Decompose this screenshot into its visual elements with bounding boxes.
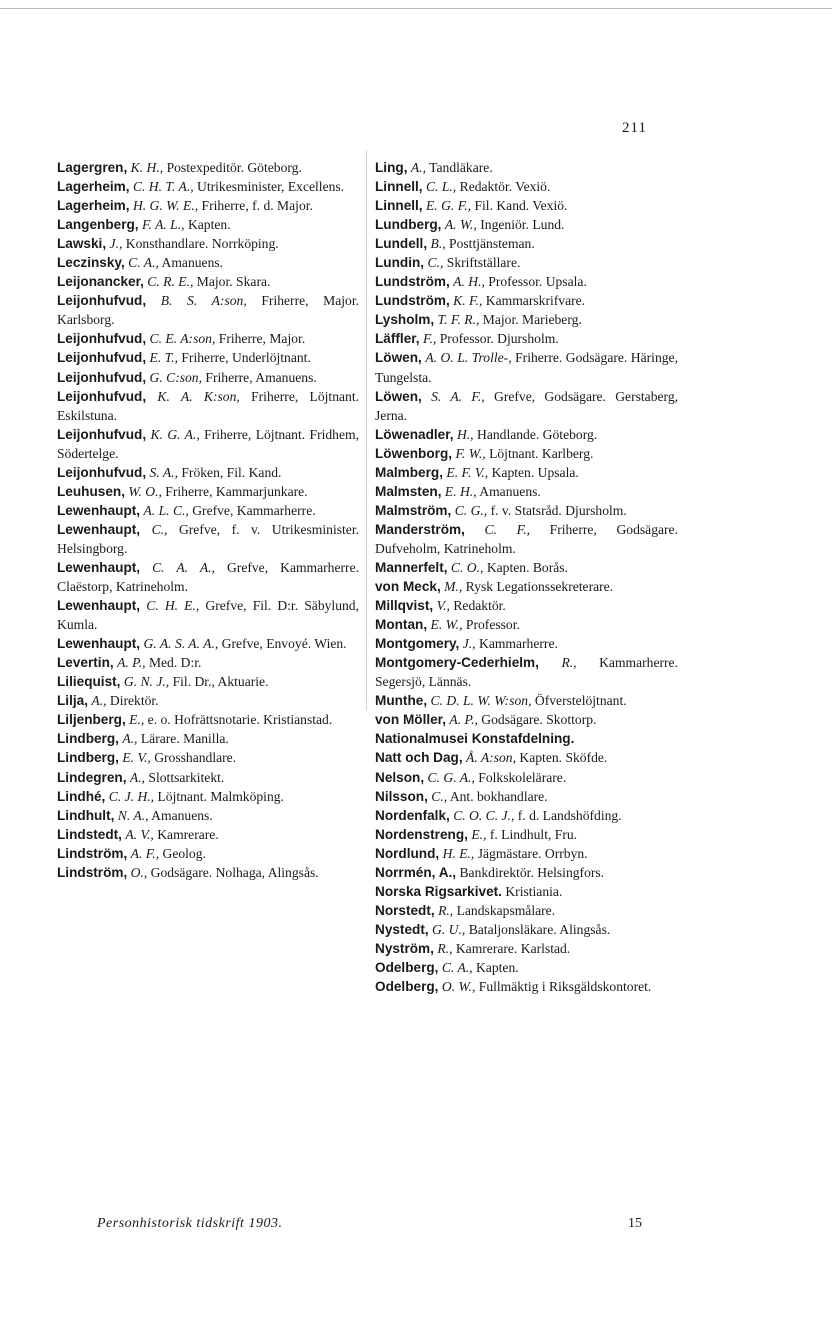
entry-name: Lindhult, — [57, 807, 115, 823]
register-entry — [57, 291, 359, 329]
entry-initials: A. V., — [125, 826, 154, 842]
register-entry — [57, 710, 359, 729]
register-entry — [375, 425, 678, 444]
register-entry — [375, 615, 678, 634]
entry-description: Direktör. — [109, 693, 159, 709]
entry-name: Lagerheim, — [57, 198, 130, 214]
entry-initials: V., — [436, 598, 450, 614]
entry-initials: C. H. E., — [146, 598, 200, 614]
entry-name: Nyström, — [375, 940, 434, 956]
register-entry — [57, 253, 359, 272]
entry-name: Löwenborg, — [375, 445, 453, 461]
entry-name: Nystedt, — [375, 921, 429, 937]
entry-initials: J., — [109, 236, 123, 252]
entry-description: Landskapsmålare. — [456, 902, 556, 918]
entry-initials: J., — [462, 636, 476, 652]
entry-description: Amanuens. — [161, 255, 224, 271]
entry-initials: C. E. A:son, — [149, 331, 216, 347]
register-entry — [57, 348, 359, 367]
entry-initials: E. G. F., — [425, 198, 472, 214]
entry-description: Kammarherre. Segersjö, Lännäs. — [375, 655, 678, 690]
entry-name: Leijonhufvud, — [57, 388, 147, 404]
register-entry — [375, 710, 678, 729]
entry-initials: S. A., — [149, 464, 178, 480]
entry-description: Redaktör. — [453, 598, 506, 614]
entry-description: Geolog. — [162, 845, 206, 861]
entry-name: Ling, — [375, 160, 408, 175]
register-entry — [375, 558, 678, 577]
register-entry — [375, 272, 678, 291]
entry-description: Godsägare. Nolhaga, Alingsås. — [150, 864, 319, 880]
register-entry — [375, 787, 678, 806]
entry-name: Leijonhufvud, — [57, 350, 147, 366]
register-entry — [57, 425, 359, 463]
register-entry — [375, 825, 678, 844]
entry-description: Öfverstelöjtnant. — [534, 693, 627, 709]
entry-name: Millqvist, — [375, 598, 434, 614]
entry-description: Fil. Kand. Vexiö. — [474, 198, 568, 214]
register-entry — [375, 920, 678, 939]
entry-name: Leijonancker, — [57, 274, 144, 290]
entry-name: Linnell, — [375, 179, 423, 195]
register-entry — [375, 291, 678, 310]
entry-initials: K. A. K:son, — [157, 388, 240, 404]
register-entry — [375, 177, 678, 196]
entry-description: Fil. Dr., Aktuarie. — [172, 674, 269, 690]
left-column — [57, 158, 359, 882]
entry-initials: C. J. H., — [108, 788, 155, 804]
entry-initials: C. A., — [441, 959, 473, 975]
entry-description: Grefve, Envoyé. Wien. — [221, 636, 347, 652]
register-entry — [375, 901, 678, 920]
entry-initials: C. A. A., — [152, 559, 215, 575]
entry-initials: E. F. V., — [446, 464, 489, 480]
register-entry — [57, 177, 359, 196]
entry-name: von Möller, — [375, 712, 447, 728]
entry-initials: F. W., — [455, 445, 486, 461]
register-entry — [375, 158, 678, 177]
register-entry — [375, 577, 678, 596]
entry-name: Lindström, — [57, 845, 128, 861]
register-entry — [375, 215, 678, 234]
register-entry — [375, 348, 678, 386]
register-entry — [375, 939, 678, 958]
entry-description: Kammarherre. — [479, 636, 558, 652]
entry-name: Levertin, — [57, 655, 114, 671]
entry-description: Friherre, Löjtnant. Fridhem, Södertelge. — [57, 426, 359, 461]
entry-description: Kammarskrifvare. — [485, 293, 586, 309]
entry-description: Tandläkare. — [429, 160, 493, 175]
entry-description: Professor. — [465, 617, 520, 633]
entry-description: Ant. bokhandlare. — [449, 788, 548, 804]
entry-initials: Å. A:son, — [466, 750, 516, 766]
entry-name: Lilja, — [57, 693, 88, 709]
register-entry — [57, 634, 359, 653]
entry-initials: H. G. W. E., — [132, 198, 199, 214]
entry-initials: A., — [122, 731, 138, 747]
entry-name: Lundström, — [375, 293, 450, 309]
entry-description: Folkskolelärare. — [478, 769, 567, 785]
register-entry — [375, 863, 678, 882]
entry-name: Nilsson, — [375, 788, 428, 804]
entry-description: Kapten. Upsala. — [491, 464, 579, 480]
register-entry — [375, 977, 678, 996]
register-entry — [375, 844, 678, 863]
entry-initials: C. G. A., — [427, 769, 475, 785]
entry-name: Montan, — [375, 617, 428, 633]
entry-description: Redaktör. Vexiö. — [459, 179, 551, 195]
register-entry — [375, 463, 678, 482]
entry-name: Löwen, — [375, 388, 422, 404]
entry-name: Malmsten, — [375, 483, 442, 499]
right-column — [375, 158, 678, 996]
register-entry — [375, 253, 678, 272]
entry-initials: W. O., — [128, 483, 162, 499]
entry-name: Malmberg, — [375, 464, 443, 480]
entry-description: Major. Marieberg. — [482, 312, 582, 328]
entry-initials: G. N. J., — [123, 674, 170, 690]
entry-initials: A., — [410, 160, 426, 175]
entry-initials: C. F., — [484, 521, 530, 537]
entry-initials: E. V., — [122, 750, 151, 766]
entry-description: Amanuens. — [479, 483, 541, 499]
entry-name: Lewenhaupt, — [57, 636, 141, 652]
register-entry — [375, 958, 678, 977]
entry-initials: C. H. T. A., — [132, 179, 194, 195]
register-entry — [57, 844, 359, 863]
entry-name: Lundström, — [375, 274, 450, 290]
entry-initials: A. L. C., — [143, 502, 189, 518]
entry-description: Professor. Djursholm. — [439, 331, 559, 347]
entry-description: Postexpeditör. Göteborg. — [166, 160, 302, 175]
entry-name: Nordenstreng, — [375, 826, 468, 842]
entry-name: Löwen, — [375, 350, 422, 366]
entry-initials: N. A., — [117, 807, 149, 823]
entry-description: Friherre, f. d. Major. — [201, 198, 313, 214]
entry-initials: A., — [91, 693, 107, 709]
entry-name: Nordenfalk, — [375, 807, 450, 823]
page-number: 211 — [622, 120, 647, 136]
entry-description: e. o. Hofrättsnotarie. Kristianstad. — [147, 712, 333, 728]
entry-initials: O. W., — [441, 979, 476, 995]
entry-initials: C., — [431, 788, 448, 804]
register-entry — [375, 806, 678, 825]
register-entry — [375, 310, 678, 329]
entry-name: Leijonhufvud, — [57, 331, 147, 347]
entry-name: Liljenberg, — [57, 712, 126, 728]
entry-initials: R., — [437, 940, 453, 956]
entry-name: Nelson, — [375, 769, 425, 785]
entry-initials: A. W., — [444, 217, 477, 233]
entry-name: Leczinsky, — [57, 255, 125, 271]
entry-name: Lagergren, — [57, 160, 128, 175]
entry-initials: F., — [422, 331, 437, 347]
entry-description: Amanuens. — [151, 807, 213, 823]
entry-name: Läffler, — [375, 331, 420, 347]
register-entry — [57, 691, 359, 710]
register-entry — [57, 272, 359, 291]
entry-description: Skriftställare. — [446, 255, 521, 271]
entry-name: Natt och Dag, — [375, 750, 463, 766]
entry-description: Fröken, Fil. Kand. — [181, 464, 282, 480]
entry-name: Munthe, — [375, 693, 428, 709]
register-entry — [57, 329, 359, 348]
register-entry — [375, 653, 678, 691]
entry-description: Friherre, Major. Karlsborg. — [57, 293, 360, 328]
entry-name: Leijonhufvud, — [57, 293, 147, 309]
entry-initials: S. A. F., — [431, 388, 485, 404]
entry-description: Posttjänsteman. — [449, 236, 535, 252]
entry-name: Montgomery-Cederhielm, — [375, 655, 539, 671]
entry-initials: A. O. L. Trolle-, — [425, 350, 512, 366]
register-entry — [57, 806, 359, 825]
entry-description: Jägmästare. Orrbyn. — [477, 845, 588, 861]
entry-name: Lewenhaupt, — [57, 502, 141, 518]
entry-description: Friherre, Kammarjunkare. — [165, 483, 308, 499]
entry-name: Odelberg, — [375, 959, 439, 975]
entry-description: Friherre, Underlöjtnant. — [181, 350, 311, 366]
register-entry — [375, 234, 678, 253]
register-entry — [375, 387, 678, 425]
entry-name: Lysholm, — [375, 312, 435, 328]
register-entry — [375, 596, 678, 615]
register-entry — [57, 825, 359, 844]
entry-initials: A. H., — [453, 274, 485, 290]
entry-description: f. Lindhult, Fru. — [489, 826, 578, 842]
entry-description: Slottsarkitekt. — [148, 769, 225, 785]
register-entry — [375, 768, 678, 787]
register-entry — [57, 463, 359, 482]
entry-initials: E. T., — [149, 350, 178, 366]
register-entry — [375, 196, 678, 215]
entry-description: Grosshandlare. — [154, 750, 237, 766]
entry-initials: A. P., — [449, 712, 478, 728]
register-entry — [375, 882, 678, 901]
register-entry — [375, 501, 678, 520]
entry-description: Professor. Upsala. — [488, 274, 587, 290]
entry-description: Grefve, Fil. D:r. Säbylund, Kumla. — [57, 598, 359, 633]
entry-name: Lawski, — [57, 236, 107, 252]
entry-initials: C. A., — [128, 255, 159, 271]
entry-initials: G. A. S. A. A., — [143, 636, 219, 652]
register-entry — [375, 520, 678, 558]
entry-initials: G. C:son, — [149, 369, 203, 385]
entry-initials: K. G. A., — [150, 426, 200, 442]
register-entry — [57, 234, 359, 253]
entry-initials: C., — [151, 521, 168, 537]
entry-initials: A., — [129, 769, 145, 785]
entry-name: von Meck, — [375, 579, 441, 595]
register-entry — [57, 768, 359, 787]
entry-initials: A. P., — [117, 655, 146, 671]
entry-description: Löjtnant. Karlberg. — [489, 445, 594, 461]
register-entry — [57, 558, 359, 596]
entry-initials: B. S. A:son, — [160, 293, 247, 309]
entry-name: Nordlund, — [375, 845, 440, 861]
entry-initials: M., — [444, 579, 463, 595]
entry-name: Leijonhufvud, — [57, 426, 147, 442]
entry-description: Major. Skara. — [196, 274, 271, 290]
entry-name: Lindberg, — [57, 731, 119, 747]
entry-name: Lindberg, — [57, 750, 119, 766]
entry-initials: R., — [438, 902, 454, 918]
entry-initials: F. A. L., — [141, 217, 185, 233]
entry-name: Lewenhaupt, — [57, 598, 141, 614]
register-entry — [375, 748, 678, 767]
entry-description: Fullmäktig i Riksgäldskontoret. — [478, 979, 652, 995]
entry-initials: A. F., — [130, 845, 160, 861]
entry-description: Lärare. Manilla. — [140, 731, 229, 747]
entry-initials: C. O. C. J., — [453, 807, 515, 823]
register-entry — [57, 368, 359, 387]
register-entry — [57, 596, 359, 634]
entry-name: Lindhé, — [57, 788, 106, 804]
register-entry — [57, 501, 359, 520]
entry-description: Kapten. Sköfde. — [519, 750, 608, 766]
entry-initials: B., — [430, 236, 446, 252]
entry-description: Kapten. — [475, 959, 519, 975]
entry-description: Rysk Legationssekreterare. — [465, 579, 614, 595]
register-entry — [375, 729, 678, 748]
entry-description: Kapten. Borås. — [486, 559, 568, 575]
entry-initials: E., — [129, 712, 145, 728]
entry-description: Grefve, Kammarherre. Claëstorp, Katrineholm. — [57, 559, 359, 595]
entry-name: Norrmén, A., — [375, 864, 457, 880]
entry-initials: C. O., — [450, 559, 484, 575]
entry-description: Grefve, f. v. Utrikesminister. Helsingborg. — [57, 521, 359, 556]
entry-name: Lewenhaupt, — [57, 559, 141, 575]
entry-name: Löwenadler, — [375, 426, 454, 442]
register-entry — [57, 729, 359, 748]
entry-description: Ingeniör. Lund. — [480, 217, 565, 233]
column-divider — [366, 150, 367, 710]
register-entry — [57, 520, 359, 558]
entry-name: Montgomery, — [375, 636, 460, 652]
entry-description: Friherre. Godsägare. Häringe, Tungelsta. — [375, 350, 678, 385]
entry-initials: K. F., — [453, 293, 483, 309]
entry-name: Norstedt, — [375, 902, 435, 918]
entry-name: Mannerfelt, — [375, 559, 448, 575]
entry-description: Bataljonsläkare. Alingsås. — [468, 921, 611, 937]
register-entry — [375, 444, 678, 463]
register-entry — [375, 634, 678, 653]
entry-initials: E. W., — [430, 617, 463, 633]
register-entry — [57, 196, 359, 215]
entry-description: Handlande. Göteborg. — [477, 426, 598, 442]
entry-name: Norska Rigsarkivet. — [375, 883, 502, 899]
register-entry — [375, 691, 678, 710]
entry-name: Nationalmusei Konstafdelning. — [375, 731, 575, 747]
entry-initials: G. U., — [432, 921, 466, 937]
entry-description: Kristiania. — [505, 883, 563, 899]
entry-description: Friherre, Major. — [218, 331, 306, 347]
register-entry — [375, 482, 678, 501]
entry-name: Lundberg, — [375, 217, 442, 233]
top-rule — [0, 8, 832, 9]
entry-description: Med. D:r. — [148, 655, 202, 671]
entry-description: Löjtnant. Malmköping. — [157, 788, 284, 804]
entry-description: Utrikesminister, Excellens. — [197, 179, 345, 195]
entry-description: Friherre, Löjtnant. Eskilstuna. — [57, 388, 359, 423]
entry-initials: C. G., — [454, 502, 488, 518]
entry-name: Lindstedt, — [57, 826, 122, 842]
entry-initials: C. D. L. W. W:son, — [430, 693, 532, 709]
entry-description: Friherre, Amanuens. — [205, 369, 317, 385]
entry-initials: E. H., — [444, 483, 477, 499]
entry-initials: H. E., — [442, 845, 475, 861]
entry-name: Leijonhufvud, — [57, 369, 147, 385]
entry-initials: O., — [130, 864, 148, 880]
entry-description: Kamrerare. — [157, 826, 219, 842]
entry-name: Lagerheim, — [57, 179, 130, 195]
entry-name: Linnell, — [375, 198, 423, 214]
entry-initials: R., — [561, 655, 577, 671]
entry-name: Malmström, — [375, 502, 452, 518]
register-entry — [57, 653, 359, 672]
entry-initials: C. L., — [425, 179, 457, 195]
register-entry — [57, 787, 359, 806]
entry-initials: H., — [456, 426, 474, 442]
entry-initials: E., — [471, 826, 487, 842]
entry-description: Godsägare. Skottorp. — [481, 712, 597, 728]
entry-initials: C. R. E., — [147, 274, 194, 290]
entry-name: Langenberg, — [57, 217, 139, 233]
entry-name: Lindström, — [57, 864, 128, 880]
entry-initials: T. F. R., — [437, 312, 480, 328]
footer-signature: 15 — [628, 1216, 642, 1231]
footer-journal-title: Personhistorisk tidskrift 1903. — [97, 1216, 283, 1231]
entry-description: Konsthandlare. Norrköping. — [125, 236, 279, 252]
entry-name: Manderström, — [375, 521, 465, 537]
register-entry — [57, 672, 359, 691]
register-entry — [57, 387, 359, 425]
entry-description: Bankdirektör. Helsingfors. — [459, 864, 605, 880]
register-entry — [57, 863, 359, 882]
entry-initials: C., — [427, 255, 444, 271]
entry-name: Leuhusen, — [57, 483, 125, 499]
entry-name: Lundin, — [375, 255, 425, 271]
entry-name: Leijonhufvud, — [57, 464, 147, 480]
entry-name: Lundell, — [375, 236, 428, 252]
entry-initials: K. H., — [130, 160, 164, 175]
entry-description: Kapten. — [187, 217, 231, 233]
register-entry — [57, 158, 359, 177]
register-entry — [375, 329, 678, 348]
entry-description: Grefve, Godsägare. Gerstaberg, Jerna. — [375, 388, 679, 423]
entry-description: f. v. Statsråd. Djursholm. — [490, 502, 627, 518]
entry-name: Lewenhaupt, — [57, 521, 141, 537]
entry-name: Odelberg, — [375, 979, 439, 995]
register-entry — [57, 215, 359, 234]
entry-name: Lindegren, — [57, 769, 127, 785]
register-entry — [57, 748, 359, 767]
entry-description: Friherre, Godsägare. Dufveholm, Katrineholm. — [375, 521, 678, 556]
entry-description: Grefve, Kammarherre. — [192, 502, 316, 518]
entry-description: f. d. Landshöfding. — [517, 807, 622, 823]
entry-description: Kamrerare. Karlstad. — [455, 940, 571, 956]
register-entry — [57, 482, 359, 501]
entry-name: Liliequist, — [57, 674, 121, 690]
